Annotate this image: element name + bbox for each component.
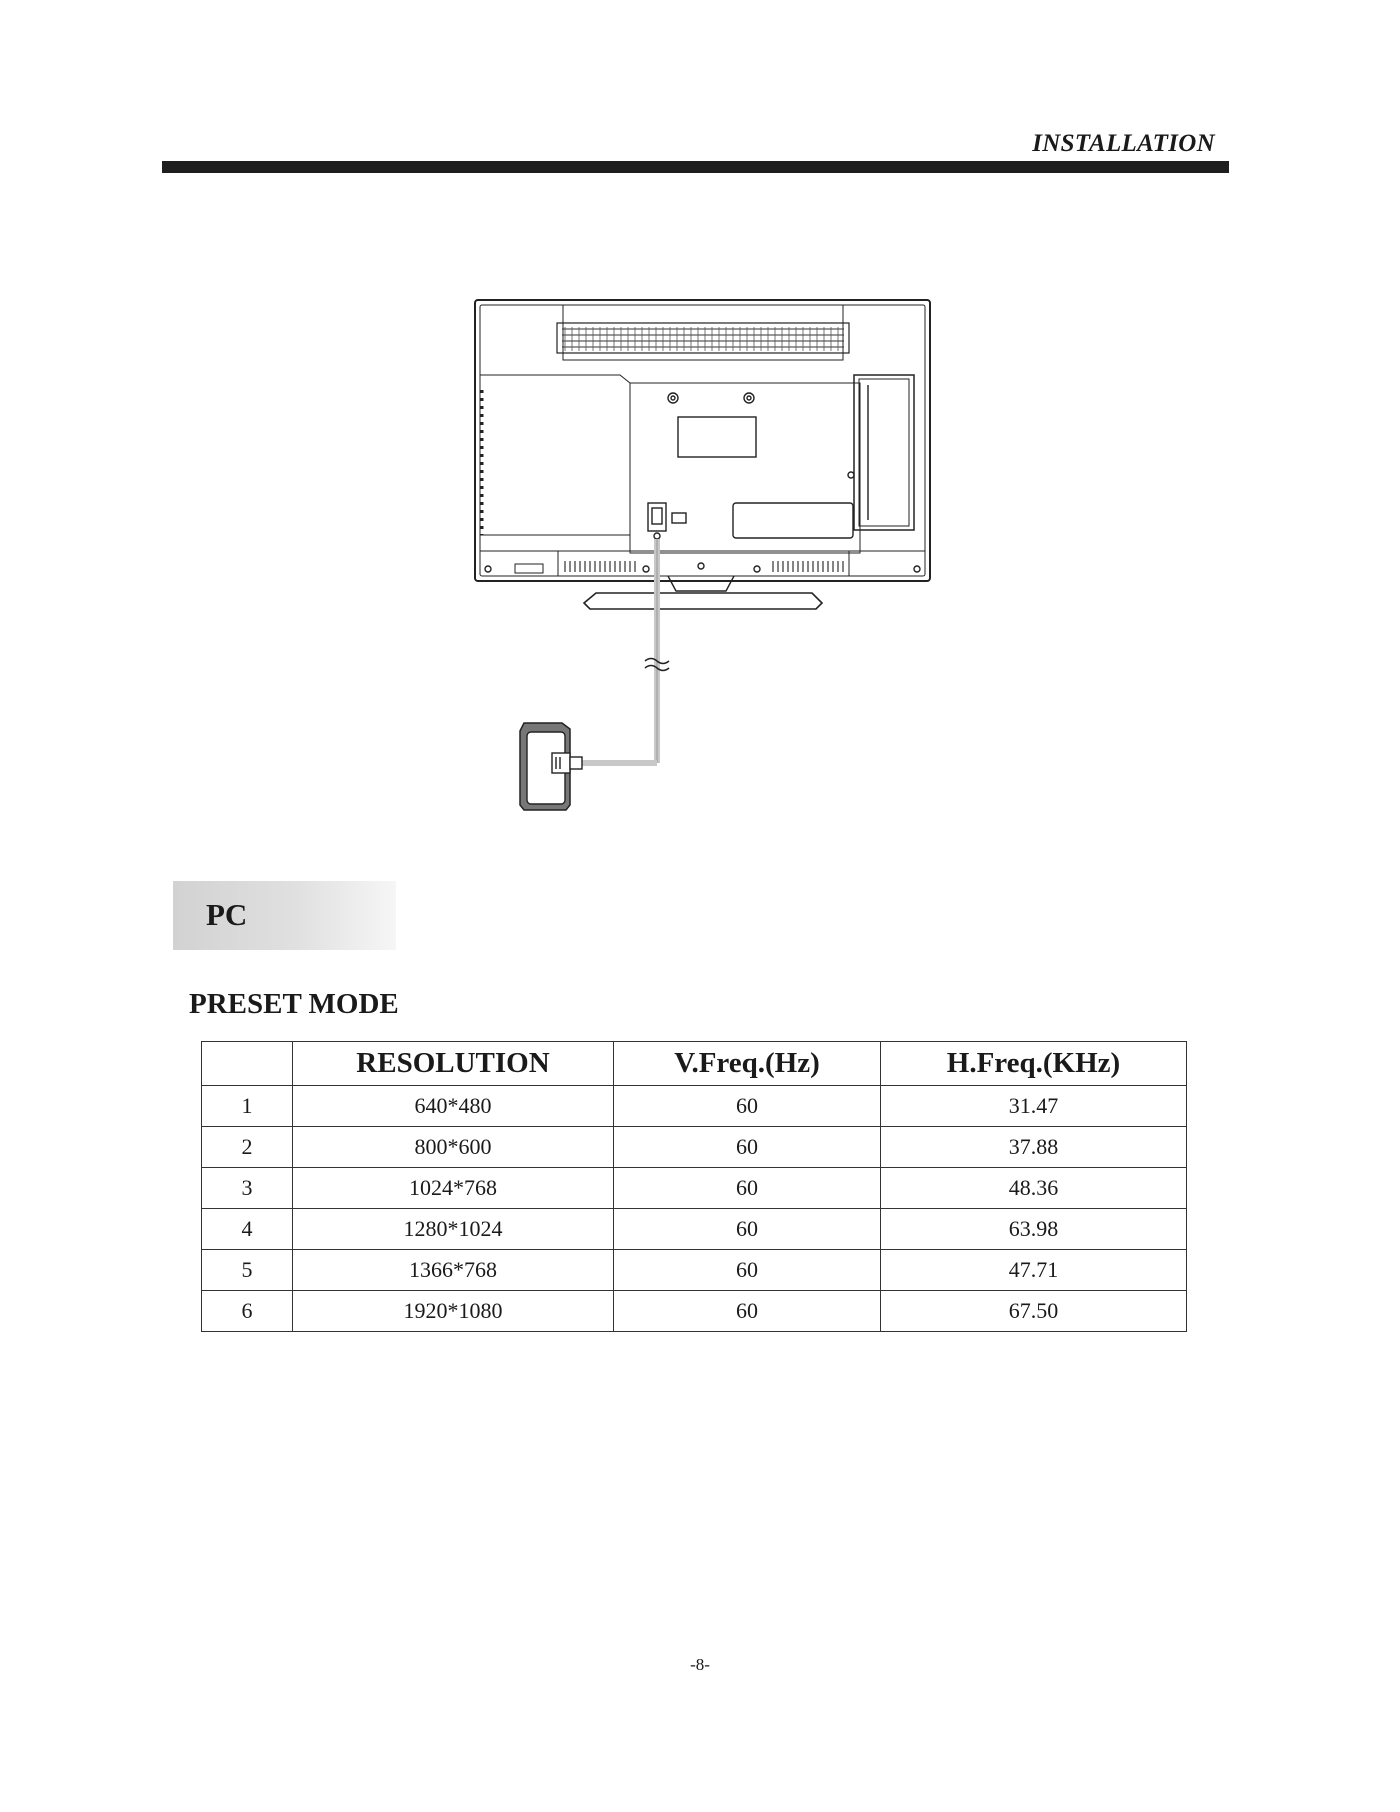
row-resolution: 1280*1024 <box>293 1209 614 1250</box>
row-vfreq: 60 <box>614 1168 881 1209</box>
table-row <box>202 1250 1187 1291</box>
header-hfreq: H.Freq.(KHz) <box>881 1042 1187 1086</box>
table-row <box>202 1127 1187 1168</box>
header-section-title: INSTALLATION <box>1032 130 1215 157</box>
row-vfreq: 60 <box>614 1209 881 1250</box>
table-row <box>202 1291 1187 1332</box>
row-index: 6 <box>202 1291 293 1332</box>
row-hfreq: 37.88 <box>881 1127 1187 1168</box>
table-row <box>202 1086 1187 1127</box>
row-hfreq: 47.71 <box>881 1250 1187 1291</box>
header-resolution: RESOLUTION <box>293 1042 614 1086</box>
row-resolution: 1366*768 <box>293 1250 614 1291</box>
header-rule <box>162 161 1229 173</box>
section-label: PC <box>206 897 248 932</box>
row-vfreq: 60 <box>614 1250 881 1291</box>
preset-mode-table <box>201 1041 1187 1332</box>
row-hfreq: 31.47 <box>881 1086 1187 1127</box>
table-row <box>202 1168 1187 1209</box>
row-index: 5 <box>202 1250 293 1291</box>
row-resolution: 1920*1080 <box>293 1291 614 1332</box>
row-index: 3 <box>202 1168 293 1209</box>
row-vfreq: 60 <box>614 1086 881 1127</box>
row-hfreq: 48.36 <box>881 1168 1187 1209</box>
row-resolution: 640*480 <box>293 1086 614 1127</box>
row-vfreq: 60 <box>614 1291 881 1332</box>
section-band-pc <box>173 881 396 950</box>
row-resolution: 800*600 <box>293 1127 614 1168</box>
page-number: -8- <box>690 1655 710 1674</box>
row-hfreq: 67.50 <box>881 1291 1187 1332</box>
tv-rear-power-connection-illustration <box>460 295 940 825</box>
table-row <box>202 1209 1187 1250</box>
header-index <box>202 1042 293 1086</box>
row-index: 2 <box>202 1127 293 1168</box>
row-index: 1 <box>202 1086 293 1127</box>
row-resolution: 1024*768 <box>293 1168 614 1209</box>
row-hfreq: 63.98 <box>881 1209 1187 1250</box>
table-header-row <box>202 1042 1187 1086</box>
row-index: 4 <box>202 1209 293 1250</box>
preset-mode-heading: PRESET MODE <box>189 988 399 1020</box>
header-vfreq: V.Freq.(Hz) <box>614 1042 881 1086</box>
row-vfreq: 60 <box>614 1127 881 1168</box>
